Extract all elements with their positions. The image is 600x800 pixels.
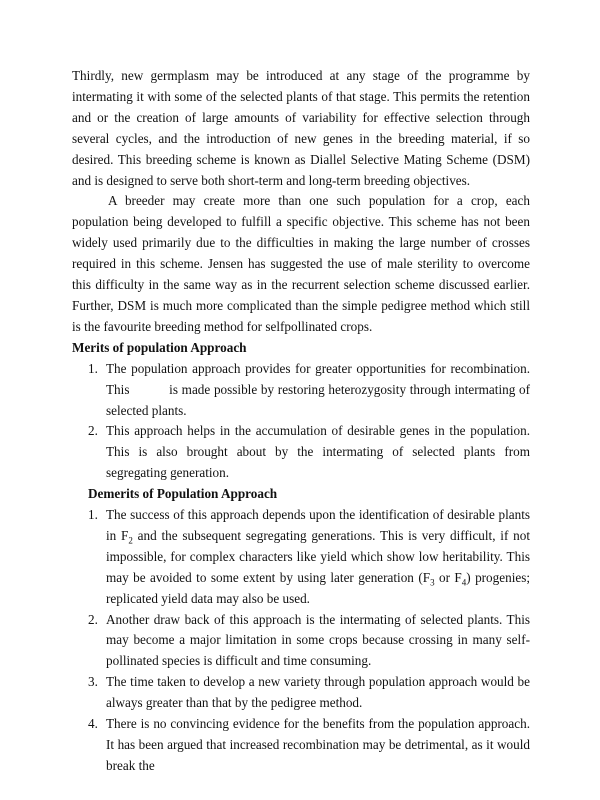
paragraph-dsm: Thirdly, new germplasm may be introduced at any stage of the programme by intermating it with some of the selected plants of that stage. This permits the retention and or the creation of large amounts of variability for effective selection through several cycles, and the introduction of new genes in the breeding material, if so desired. This breeding scheme is known as Diallel Selective Mating Scheme (DSM) and is designed to serve both short-term and long-term breeding objectives. (72, 68, 530, 188)
merit-item: 2. This approach helps in the accumulation of desirable genes in the population. This is also brought about by the intermating of selected plants from segregating generation. (88, 423, 530, 481)
document-page (72, 66, 530, 777)
merits-list (72, 359, 530, 484)
demerit-item: 4. There is no convincing evidence for the benefits from the population approach. It has been argued that increased recombination may be detrimental, as it would break the (88, 716, 530, 773)
merits-heading: Merits of population Approach (72, 339, 247, 355)
merit-item: 1. The population approach provides for greater opportunities for recombination. This is made possible by restoring heterozygosity through intermating of selected plants. (88, 360, 530, 418)
demerit-item: 1. The success of this approach depends upon the identification of desirable plants in $F_2$ and the subsequent segregating generations. This is very difficult, if not impossible, for complex characters like yield which show low heritability. This may be avoided to some extent by using later generation ($F_3$ or $F_4$) progenies; replicated yield data may also be used. (88, 507, 531, 606)
paragraph-breeder: A breeder may create more than one such population for a crop, each population being developed to fulfill a specific objective. This scheme has not been widely used primarily due to the difficulties in making the large number of crosses required in this scheme. Jensen has suggested the use of male sterility to overcome this difficulty in the same way as in the recurrent selection scheme discussed earlier. Further, DSM is much more complicated than the simple pedigree method which still is the favourite breeding method for selfpollinated crops. (72, 193, 530, 334)
demerit-item: 3. The time taken to develop a new variety through population approach would be always greater than that by the pedigree method. (88, 674, 530, 711)
demerits-list (72, 505, 530, 777)
demerit-item: 2. Another draw back of this approach is the intermating of selected plants. This may become a major limitation in some crops because crossing in many self-pollinated species is difficult and time consuming. (88, 611, 530, 669)
demerits-heading: Demerits of Population Approach (88, 486, 278, 502)
